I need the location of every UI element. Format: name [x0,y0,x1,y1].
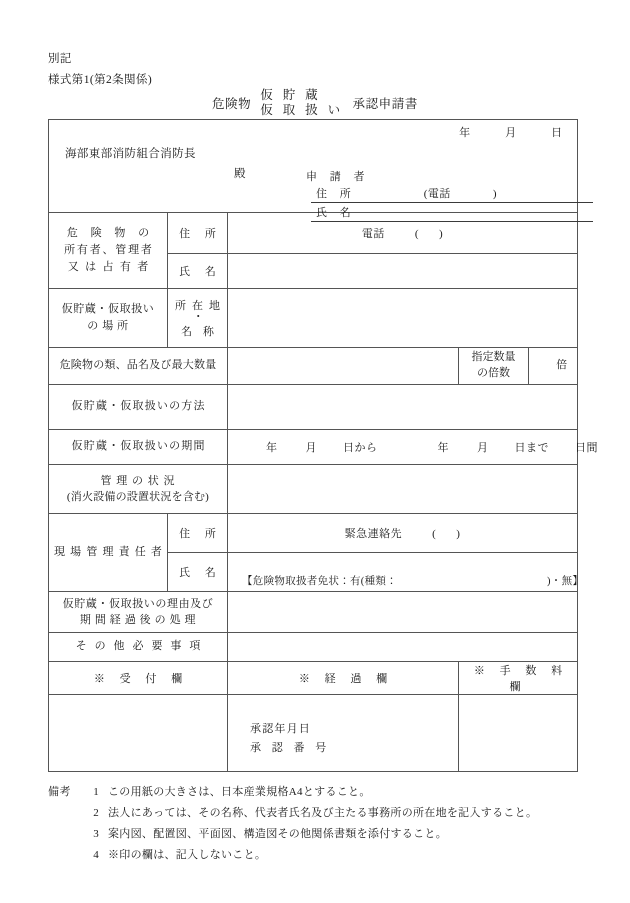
applicant-block [297,168,565,222]
table-row [49,289,578,348]
phone-open-label: (電話 [423,188,451,200]
period-day-from: 日から [343,442,378,454]
title-part-hazardous: 危険物 [211,96,252,111]
applicant-name-field[interactable] [311,205,593,222]
reception-column-header: ※ 受 付 欄 [49,662,228,695]
remark-number: 3 [93,827,99,840]
emergency-contact-label: 緊急連絡先 [344,528,403,540]
remark-text: 法人にあっては、その名称、代表者氏名及び主たる事務所の所在地を記入すること。 [108,806,538,819]
applicant-address-field[interactable] [311,186,593,203]
form-title [0,88,630,118]
table-row [49,633,578,662]
reason-label-line1: 仮貯蔵・仮取扱いの理由及び [62,597,214,610]
emergency-contact-group [228,525,577,541]
reception-column-body[interactable] [49,695,228,772]
place-sublabel-dot: ・ [192,311,204,324]
period-label: 仮貯蔵・仮取扱いの期間 [49,430,228,465]
place-label-line1: 仮貯蔵・仮取扱い [61,302,155,315]
owner-address-sublabel: 住 所 [168,213,228,254]
approval-number-label: 承 認 番 号 [250,742,331,754]
class-qty-input[interactable] [228,348,459,385]
period-day-to: 日まで [514,442,549,454]
place-sublabel-line1: 所 在 地 [175,300,222,313]
method-label: 仮貯蔵・仮取扱いの方法 [49,385,228,430]
progress-column-body[interactable] [228,695,459,772]
remarks-section [48,782,588,866]
place-label-cell [49,289,168,348]
remark-item-2 [48,803,588,824]
owner-label-line2: 所有者、管理者 [64,243,154,256]
remark-number: 4 [93,848,99,861]
bekki-label: 別記 [48,53,72,65]
owner-label-line1: 危 険 物 の [66,226,155,239]
management-label-line1: 管 理 の 状 況 [100,474,176,487]
period-month-from: 月 [305,442,317,454]
table-row [49,348,578,385]
license-statement [234,573,584,588]
site-manager-address-sublabel: 住 所 [168,514,228,553]
remark-item-3 [48,824,588,845]
reason-input[interactable] [228,592,578,633]
owner-name-input[interactable] [228,254,578,289]
license-text-open: 【危険物取扱者免状：有(種類： [242,576,397,587]
class-qty-label: 危険物の類、品名及び最大数量 [49,348,228,385]
date-year-label: 年 [459,127,472,139]
designated-qty-label [459,348,529,385]
period-month-to: 月 [477,442,489,454]
emergency-contact-close: ) [456,528,461,540]
table-row [49,120,578,213]
remark-item-4 [48,845,588,866]
period-total-days: 日間 [575,442,598,454]
title-temp-storage: 仮 貯 蔵 [260,88,322,102]
place-sublabel-cell [168,289,228,348]
fee-column-header: ※ 手 数 料 欄 [459,662,578,695]
management-input[interactable] [228,465,578,514]
owner-phone-close: ) [439,228,444,240]
reason-label-line2: 期 間 経 過 後 の 処 理 [79,614,197,626]
remark-text: この用紙の大きさは、日本産業規格A4とすること。 [108,786,371,798]
table-row [49,695,578,772]
applicant-label: 申 請 者 [306,171,370,183]
license-text-close: )・無】 [547,576,584,587]
date-month-label: 月 [505,127,518,139]
place-sublabel-line3: 名 称 [181,325,218,338]
approval-fields [228,708,458,759]
recipient-honorific: 殿 [234,168,246,180]
designated-qty-line2: の倍数 [477,367,510,379]
other-input[interactable] [228,633,578,662]
place-input[interactable] [228,289,578,348]
management-label [49,465,228,514]
title-temp-handling: 仮 取 扱 い [260,102,344,117]
phone-close-label: ) [492,188,498,200]
submission-date-line [459,124,563,140]
emergency-contact-open: ( [432,528,437,540]
owner-label-cell [49,213,168,289]
site-manager-name-input[interactable] [228,553,584,592]
progress-column-header: ※ 経 過 欄 [228,662,459,695]
designated-qty-line1: 指定数量 [471,351,516,364]
owner-name-sublabel: 氏 名 [168,254,228,289]
remark-item-1 [48,782,588,803]
remarks-label: 備考 [48,786,71,798]
management-label-line2: (消火設備の設置状況を含む) [66,491,210,503]
owner-phone-group [228,225,577,241]
application-form-table [48,119,598,772]
period-date-placeholders [228,439,598,455]
designated-qty-unit: 倍 [529,348,578,385]
period-input[interactable] [228,430,598,465]
owner-phone-label: 電話 [361,228,385,240]
applicant-address-label: 住 所 [316,188,356,200]
owner-phone-open: ( [414,228,420,240]
recipient-name: 海部東部消防組合消防長 [65,148,196,160]
applicant-name-label: 氏 名 [316,207,356,219]
date-day-label: 日 [551,127,564,139]
place-label-line2: の 場 所 [87,320,129,332]
owner-label-line3: 又 は 占 有 者 [67,261,150,274]
remark-text: ※印の欄は、記入しないこと。 [108,848,267,861]
site-manager-name-sublabel: 氏 名 [168,553,228,592]
form-number-label: 様式第1(第2条関係) [48,74,153,86]
fee-column-body[interactable] [459,695,578,772]
method-input[interactable] [228,385,578,430]
approval-date-label: 承認年月日 [250,722,311,735]
reason-label [49,592,228,633]
table-row [49,465,578,514]
remark-number: 2 [93,806,99,819]
header-block-cell [49,120,578,219]
period-year-to: 年 [437,442,449,454]
title-part-application: 承認申請書 [352,96,418,111]
applicant-phone-group [424,185,497,201]
remark-text: 案内図、配置図、平面図、構造図その他関係書類を添付すること。 [108,827,447,840]
table-row [49,385,578,430]
table-row [49,662,578,695]
other-label: そ の 他 必 要 事 項 [49,633,228,662]
table-row [49,514,578,553]
table-row [49,592,578,633]
remark-number: 1 [93,786,99,798]
site-manager-label: 現 場 管 理 責 任 者 [49,514,168,592]
site-manager-address-input[interactable] [228,514,578,553]
period-year-from: 年 [266,442,278,454]
title-stack [260,88,343,118]
table-row [49,430,578,465]
